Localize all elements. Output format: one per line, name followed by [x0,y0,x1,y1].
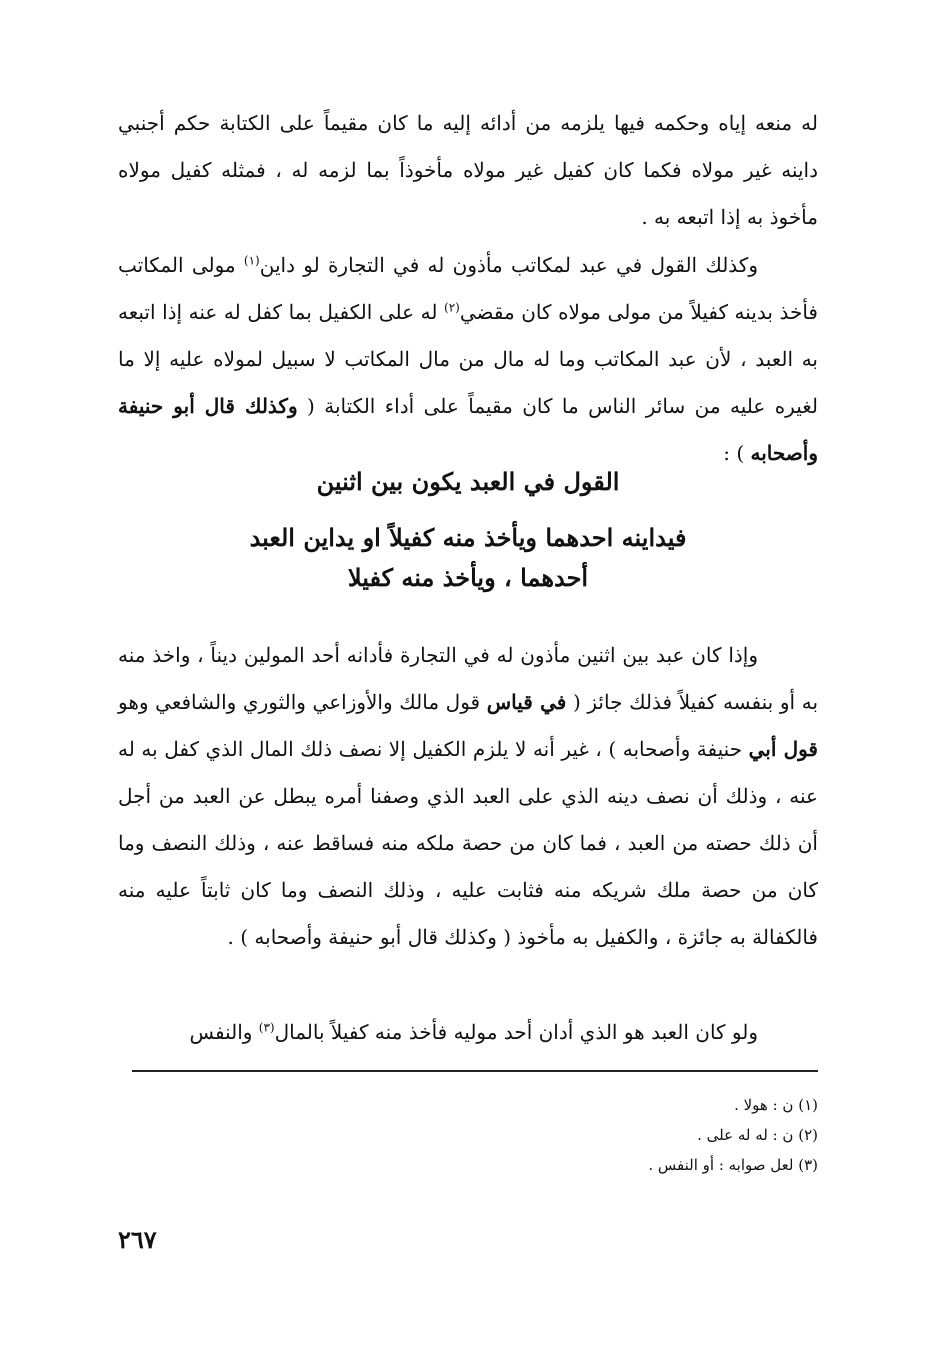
paragraph-2-text-b: مولى المكاتب فأخذ بدينه كفيلاً من مولى مولاه كان مقضي [118,253,818,324]
section-heading-line-3: أحدهما ، ويأخذ منه كفيلا [347,563,589,592]
footnote-1: (١) ن : هولا . [734,1096,818,1114]
footnote-ref-2: (٢) [444,300,460,315]
paragraph-2-text-a: وكذلك القول في عبد لمكاتب مأذون له في التجارة لو داين [259,253,758,277]
paragraph-1-text: له منعه إياه وحكمه فيها يلزمه من أدائه إليه ما كان مقيماً على الكتابة حكم أجنبي داينه غير مولاه فكما كان كفيل غير مولاه مأخوذاً بما لزمه له ، فمثله كفيل مولاه مأخوذ به إذا اتبعه به . [118,111,818,229]
paragraph-1 [118,100,818,241]
paragraph-4-text-a: ولو كان العبد هو الذي أدان أحد موليه فأخذ منه كفيلاً بالمال [274,1020,758,1044]
footnotes [318,1090,818,1180]
footnote-divider [132,1070,818,1072]
section-heading-line-2: فيداينه احدهما ويأخذ منه كفيلاً او يداين العبد [249,523,687,552]
page-number: ٢٦٧ [118,1225,157,1254]
paragraph-4-text-b: والنفس [189,1020,259,1044]
paragraph-3-bold-2: قول أبي [748,737,818,761]
paragraph-3-bold-1: في قياس [486,690,567,714]
paragraph-2-text-c: له على الكفيل بما كفل له عنه إذا اتبعه به العبد ، لأن عبد المكاتب وما له مال من مال المكاتب لا سبيل لمولاه عليه إلا ما لغيره عليه من سائر الناس ما كان مقيماً على أداء الكتابة ( [118,300,818,418]
paragraph-3-text-a: وإذا كان عبد بين اثنين مأذون له في التجارة فأدانه أحد المولين ديناً ، واخذ منه به أو بنفسه كفيلاً فذلك جائز ( [118,643,819,714]
paragraph-2 [118,242,818,477]
footnote-ref-1: (١) [243,253,260,268]
footnote-ref-3: (٣) [258,1020,275,1035]
paragraph-2-end: ) : [723,441,751,465]
paragraph-3-text-b: قول مالك والأوزاعي والثوري والشافعي وهو [118,690,487,714]
section-heading-line-1: القول في العبد يكون بين اثنين [316,467,620,496]
footnote-2: (٢) ن : له له على . [697,1126,818,1144]
paragraph-3 [118,632,818,961]
paragraph-4 [118,1009,818,1056]
paragraph-3-text-c: حنيفة وأصحابه ) ، غير أنه لا يلزم الكفيل إلا نصف ذلك المال الذي كفل به له عنه ، وذلك أن نصف دينه الذي على العبد الذي وصفنا أمره يبطل عن العبد من أجل أن ذلك حصته من العبد ، فما كان من حصة ملكه منه فساقط عنه ، وذلك النصف وما كان من حصة ملك شريكه منه فثابت عليه ، وذلك النصف وما كان ثابتاً عليه منه فالكفالة به جائزة ، والكفيل به مأخوذ ( وكذلك قال أبو حنيفة وأصحابه ) . [118,737,818,949]
footnote-3: (٣) لعل صوابه : أو النفس . [648,1156,818,1174]
paragraph-2-bold: وكذلك قال أبو حنيفة وأصحابه [118,394,818,465]
